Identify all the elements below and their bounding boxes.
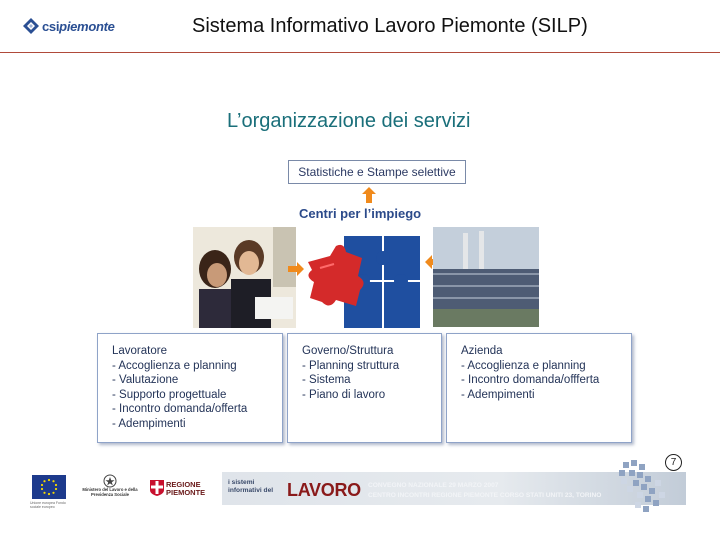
- page-title: Sistema Informativo Lavoro Piemonte (SILP): [192, 15, 588, 37]
- footer-logos: [0, 460, 720, 520]
- list-item: - Sistema: [302, 374, 351, 387]
- csipiemonte-logo: [22, 17, 115, 35]
- pixel-italy-map-icon: [615, 460, 685, 523]
- list-item: - Incontro domanda/offerta: [112, 403, 248, 416]
- regione-line2: PIEMONTE: [166, 488, 206, 497]
- banner-lavoro-word: LAVORO: [287, 480, 361, 500]
- regione-line1: REGIONE: [166, 480, 201, 489]
- ministry-text: Ministero del Lavoro e della Previdenza Sociale: [82, 487, 138, 498]
- card-title: Lavoratore: [112, 345, 167, 357]
- statistics-box-label: Statistiche e Stampe selettive: [298, 165, 456, 179]
- card-title: Azienda: [461, 345, 503, 357]
- regione-piemonte-shield-icon: [150, 480, 164, 501]
- puzzle-icon: [300, 228, 422, 333]
- slide-subtitle: L’organizzazione dei servizi: [227, 110, 471, 132]
- banner-info-line1: CONVEGNO NAZIONALE 29 MARZO 2007: [368, 482, 499, 489]
- logo-text-piemonte: piemonte: [59, 18, 115, 34]
- csi-logo-icon: [22, 17, 40, 35]
- centri-impiego-label: Centri per l’impiego: [299, 206, 422, 221]
- card-title: Governo/Struttura: [302, 345, 394, 357]
- list-item: - Supporto progettuale: [112, 388, 227, 401]
- list-item: - Adempimenti: [461, 388, 535, 401]
- arrow-right-icon: [288, 262, 304, 281]
- workers-photo: [193, 227, 296, 328]
- list-item: - Accoglienza e planning: [112, 359, 237, 372]
- banner-small-text: [228, 479, 273, 495]
- banner-event-info: [368, 481, 601, 500]
- list-item: - Planning struttura: [302, 359, 400, 372]
- banner-line2: informativi del: [228, 487, 274, 494]
- list-item: - Incontro domanda/offferta: [461, 374, 600, 387]
- factory-photo: [433, 227, 539, 327]
- banner-line1: i sistemi: [228, 479, 255, 486]
- eu-caption: Unione europea Fondo sociale europeo: [30, 501, 66, 509]
- card-azienda: [446, 333, 632, 443]
- list-item: - Accoglienza e planning: [461, 359, 586, 372]
- regione-piemonte-text: [166, 481, 205, 497]
- header-divider: [0, 52, 720, 53]
- card-lavoratore: [97, 333, 283, 443]
- card-governo-struttura: [287, 333, 442, 443]
- eu-flag-icon: [32, 475, 66, 499]
- arrow-up-icon: [362, 187, 376, 208]
- list-item: - Adempimenti: [112, 417, 186, 430]
- list-item: - Piano di lavoro: [302, 388, 386, 401]
- statistics-box: [288, 160, 466, 184]
- banner-info-line2: CENTRO INCONTRI REGIONE PIEMONTE CORSO STATI UNITI 23, TORINO: [368, 491, 602, 499]
- page-number: 7: [665, 454, 682, 471]
- logo-text-csi: csi: [42, 18, 60, 34]
- list-item: - Valutazione: [112, 374, 179, 387]
